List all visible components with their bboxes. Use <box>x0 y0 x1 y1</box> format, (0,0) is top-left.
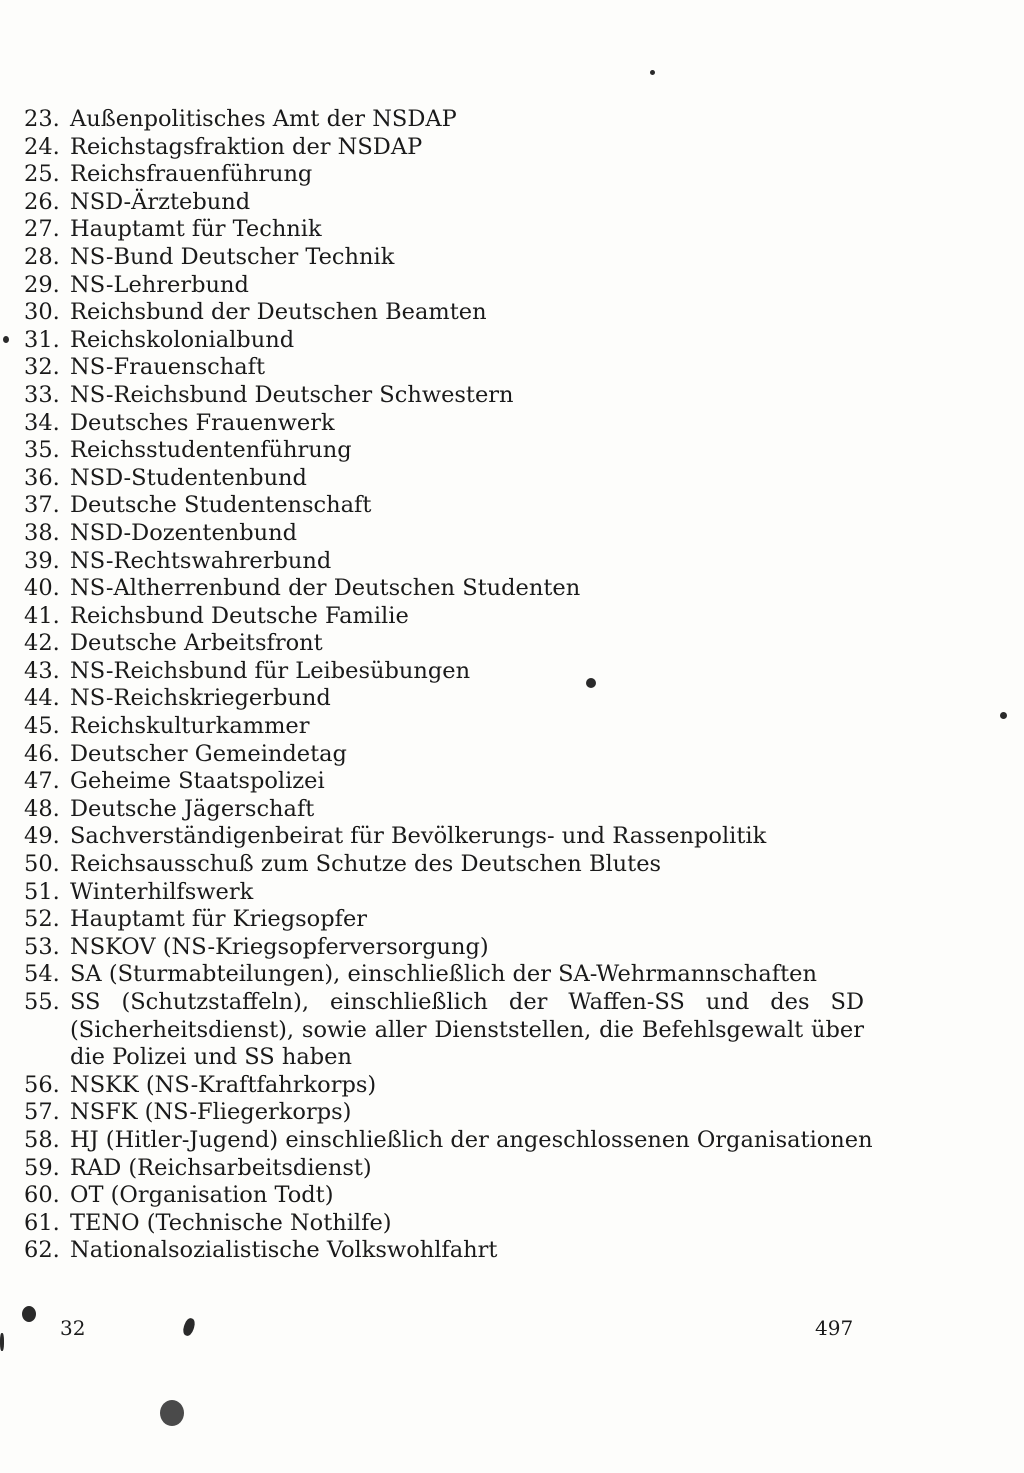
list-item <box>24 548 864 576</box>
item-number: 60. <box>24 1182 60 1209</box>
scan-speck <box>22 1306 36 1322</box>
item-number: 52. <box>24 906 60 933</box>
list-item <box>24 1072 864 1100</box>
item-number: 46. <box>24 740 60 767</box>
list-item <box>24 768 864 796</box>
item-text: Nationalsozialistische Volkswohlfahrt <box>70 1237 498 1264</box>
item-text: SS (Schutzstaffeln), einschließlich der Waffen-SS und des SD (Sicherheitsdienst), sowie aller Dienststellen, die Befehlsgewalt über die Polizei und SS haben <box>70 989 864 1071</box>
item-number: 57. <box>24 1099 60 1126</box>
item-text: Außenpolitisches Amt der NSDAP <box>70 106 457 132</box>
list-item <box>24 189 864 217</box>
item-text: NSFK (NS-Fliegerkorps) <box>70 1099 352 1126</box>
list-item <box>24 989 864 1072</box>
item-text: Reichskulturkammer <box>70 713 310 740</box>
item-number: 59. <box>24 1154 60 1181</box>
item-text: Deutsches Frauenwerk <box>70 409 335 436</box>
list-item <box>24 1126 873 1155</box>
item-number: 34. <box>24 409 60 436</box>
item-text: TENO (Technische Nothilfe) <box>70 1209 392 1236</box>
item-text: NS-Reichsbund für Leibesübungen <box>70 657 471 684</box>
list-item <box>24 1210 864 1238</box>
item-number: 35. <box>24 437 60 464</box>
item-number: 53. <box>24 933 60 960</box>
item-text: NSKOV (NS-Kriegsopferversorgung) <box>70 933 489 960</box>
item-number: 39. <box>24 547 60 574</box>
list-item <box>24 354 864 382</box>
item-number: 50. <box>24 851 60 878</box>
item-number: 27. <box>24 216 60 243</box>
item-number: 55. <box>24 989 60 1015</box>
item-number: 32. <box>24 354 60 381</box>
item-text: Hauptamt für Kriegsopfer <box>70 906 368 933</box>
item-number: 61. <box>24 1209 60 1236</box>
list-item <box>24 106 864 134</box>
list-item <box>24 272 864 300</box>
item-number: 26. <box>24 188 60 215</box>
item-number: 30. <box>24 299 60 326</box>
item-text: NSD-Studentenbund <box>70 464 307 491</box>
list-item <box>24 685 864 713</box>
list-item <box>24 520 864 548</box>
scan-speck <box>181 1317 196 1337</box>
item-text: Reichskolonialbund <box>70 326 295 353</box>
list-item <box>24 851 864 879</box>
list-item <box>24 961 864 989</box>
scan-speck <box>586 678 596 688</box>
item-text: Sachverständigenbeirat für Bevölkerungs- und Rassenpolitik <box>70 823 767 850</box>
item-number: 23. <box>24 106 60 132</box>
list-item <box>24 796 864 824</box>
item-text: Winterhilfswerk <box>70 878 254 905</box>
item-number: 58. <box>24 1126 60 1153</box>
item-text: Reichsstudentenführung <box>70 437 352 464</box>
item-text: NS-Reichskriegerbund <box>70 685 331 712</box>
item-number: 44. <box>24 685 60 712</box>
footer-signature-mark: 32 <box>60 1316 86 1340</box>
item-number: 54. <box>24 961 60 988</box>
item-text: OT (Organisation Todt) <box>70 1182 334 1209</box>
item-text: NS-Bund Deutscher Technik <box>70 243 395 270</box>
list-item <box>24 934 864 962</box>
page-number: 497 <box>815 1316 854 1340</box>
list-item <box>24 1099 864 1127</box>
list-item <box>24 382 864 410</box>
item-text: NS-Reichsbund Deutscher Schwestern <box>70 381 514 408</box>
list-item <box>24 906 864 934</box>
item-number: 43. <box>24 657 60 684</box>
organization-list <box>24 106 873 1265</box>
item-text: NSD-Dozentenbund <box>70 519 298 546</box>
list-item <box>24 299 864 327</box>
list-item <box>24 216 864 244</box>
list-item <box>24 1237 864 1265</box>
item-text: Geheime Staatspolizei <box>70 768 325 795</box>
scan-speck <box>160 1400 184 1426</box>
item-number: 49. <box>24 823 60 850</box>
item-text: Deutscher Gemeindetag <box>70 740 347 767</box>
list-item <box>24 327 864 355</box>
item-number: 33. <box>24 381 60 408</box>
item-text: Reichsfrauenführung <box>70 161 313 188</box>
item-text: NS-Altherrenbund der Deutschen Studenten <box>70 575 581 602</box>
list-item <box>24 1182 864 1210</box>
item-number: 62. <box>24 1237 60 1264</box>
scan-speck <box>0 1333 4 1351</box>
item-number: 28. <box>24 243 60 270</box>
list-item <box>24 244 864 272</box>
item-text: Deutsche Arbeitsfront <box>70 630 323 657</box>
item-number: 47. <box>24 768 60 795</box>
item-text: NSD-Ärztebund <box>70 188 251 215</box>
list-item <box>24 713 864 741</box>
item-text: Reichstagsfraktion der NSDAP <box>70 133 423 160</box>
item-text: NS-Rechtswahrerbund <box>70 547 332 574</box>
list-item <box>24 658 864 686</box>
list-item <box>24 823 864 851</box>
item-number: 24. <box>24 133 60 160</box>
list-item <box>24 437 864 465</box>
item-text: SA (Sturmabteilungen), einschließlich der SA-Wehrmannschaften <box>70 961 817 988</box>
item-text: Deutsche Studentenschaft <box>70 492 372 519</box>
item-text: NSKK (NS-Kraftfahrkorps) <box>70 1071 377 1098</box>
scan-speck <box>3 336 9 343</box>
item-text: NS-Lehrerbund <box>70 271 249 298</box>
list-item <box>24 630 864 658</box>
item-number: 56. <box>24 1071 60 1098</box>
list-item <box>24 741 864 769</box>
list-item <box>24 575 864 603</box>
item-number: 25. <box>24 161 60 188</box>
item-text: NS-Frauenschaft <box>70 354 266 381</box>
item-text: Deutsche Jägerschaft <box>70 795 315 822</box>
item-number: 36. <box>24 464 60 491</box>
item-number: 51. <box>24 878 60 905</box>
item-number: 29. <box>24 271 60 298</box>
list-item <box>24 1155 864 1183</box>
item-number: 48. <box>24 795 60 822</box>
list-item <box>24 603 864 631</box>
item-number: 41. <box>24 602 60 629</box>
list-item <box>24 492 864 520</box>
item-text: HJ (Hitler-Jugend) einschließlich der angeschlossenen Organisationen <box>70 1126 873 1153</box>
item-number: 31. <box>24 326 60 353</box>
item-number: 45. <box>24 713 60 740</box>
item-number: 38. <box>24 519 60 546</box>
item-text: Reichsbund Deutsche Familie <box>70 602 409 629</box>
list-item <box>24 465 864 493</box>
item-text: Reichsbund der Deutschen Beamten <box>70 299 487 326</box>
item-number: 40. <box>24 575 60 602</box>
list-item <box>24 161 864 189</box>
list-item <box>24 879 864 907</box>
item-number: 37. <box>24 492 60 519</box>
scan-speck <box>650 70 655 75</box>
item-number: 42. <box>24 630 60 657</box>
list-item <box>24 134 864 162</box>
item-text: Hauptamt für Technik <box>70 216 322 243</box>
list-item <box>24 410 864 438</box>
item-text: Reichsausschuß zum Schutze des Deutschen Blutes <box>70 851 662 878</box>
scan-speck <box>1000 712 1007 719</box>
item-text: RAD (Reichsarbeitsdienst) <box>70 1154 372 1181</box>
